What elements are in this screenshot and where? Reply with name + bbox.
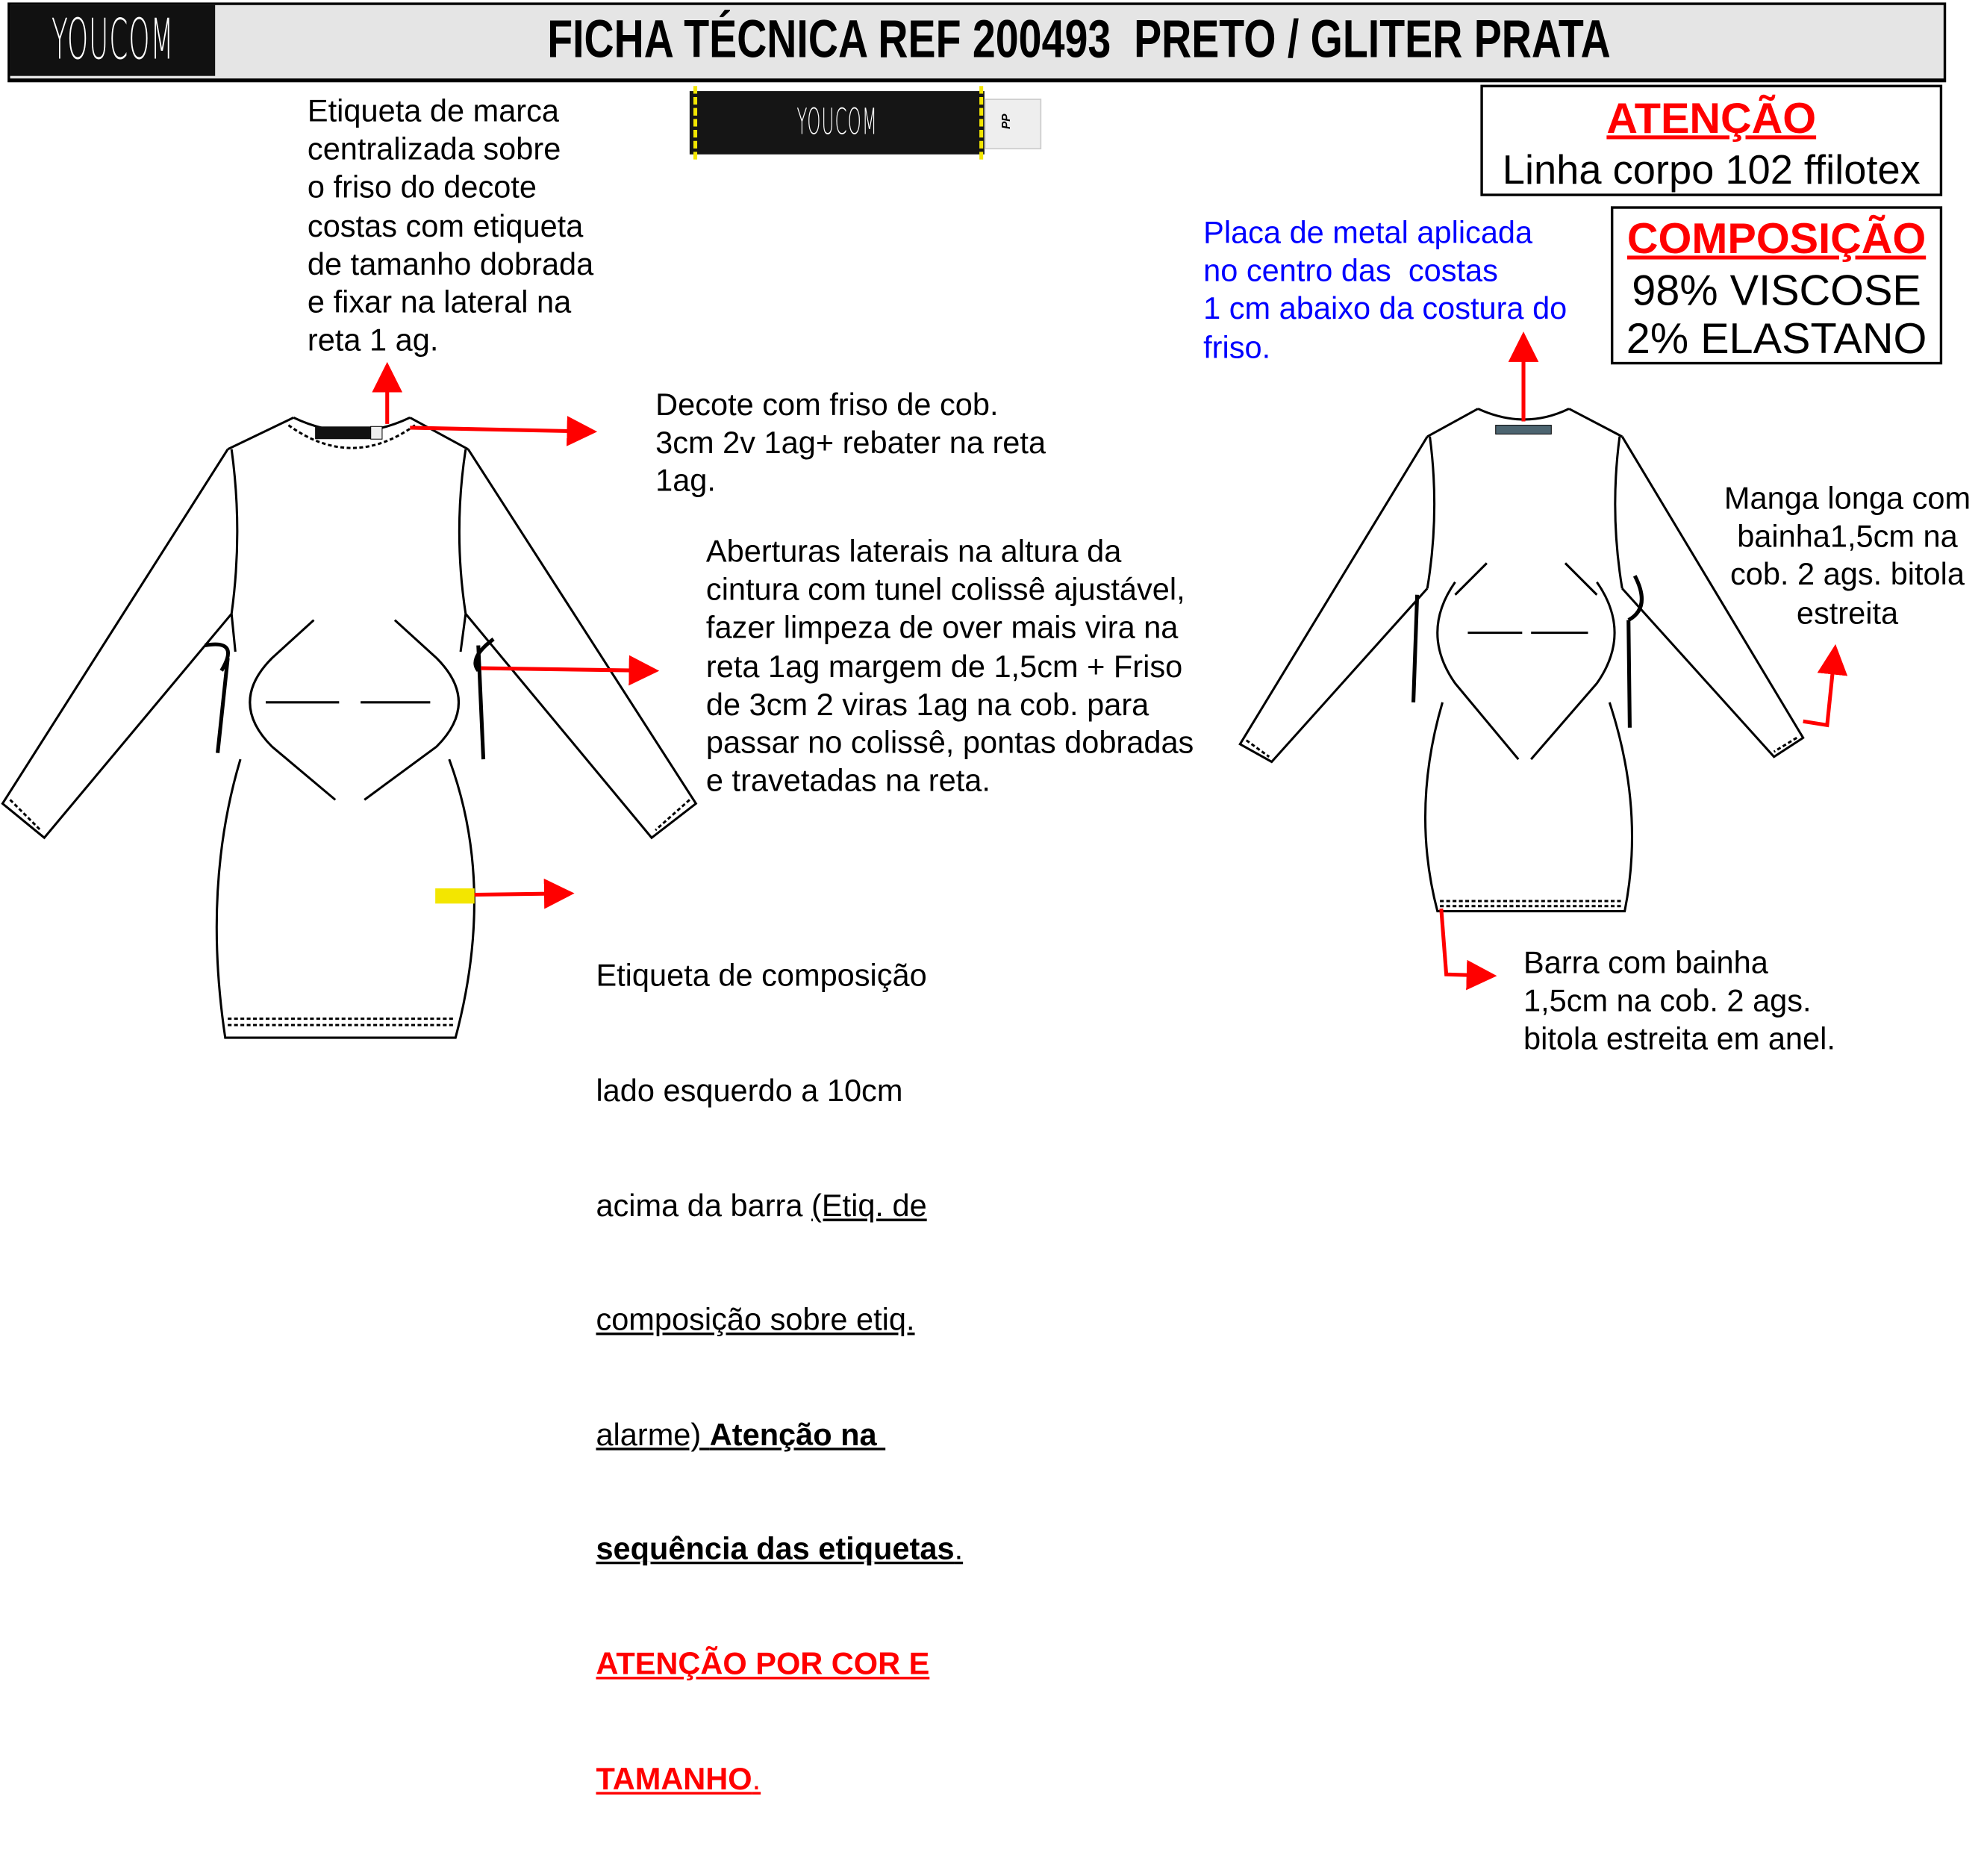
note-neckline: Decote com friso de cob. 3cm 2v 1ag+ rebater na reta 1ag. [655,388,1046,499]
text-line: . [954,1533,964,1568]
arrow-sleeve [1803,652,1835,725]
front-body [216,614,474,1038]
composition-label-marker [435,888,475,903]
text-line: . [752,1762,761,1797]
attention-heading: ATENÇÃO [1606,95,1817,143]
front-left-sleeve [2,449,237,838]
text-line: (Etiq. de [811,1188,927,1224]
arrow-hem [1441,909,1489,976]
arrow-composition-label [475,894,567,895]
back-left-cutout [1438,563,1523,759]
text-line: acima da barra [596,1188,812,1224]
back-body [1425,702,1632,911]
composition-line: 98% VISCOSE [1632,267,1921,316]
note-sleeve: Manga longa com bainha1,5cm na cob. 2 ags. bitola estreita [1723,482,1971,632]
front-view-drawing [2,417,696,1038]
text-line: lado esquerdo a 10cm [596,1074,903,1109]
warning-line: ATENÇÃO POR COR E [596,1648,930,1683]
arrow-neckline [410,428,590,431]
metal-plate [1496,426,1552,434]
attention-text: Linha corpo 102 ffilotex [1502,146,1921,193]
warning-line: TAMANHO [596,1762,752,1797]
note-hem: Barra com bainha 1,5cm na cob. 2 ags. bitola estreita em anel. [1523,947,1835,1058]
text-line: composição sobre etiq. [596,1303,915,1339]
front-drawcord [205,639,494,759]
text-line: Etiqueta de composição [596,959,927,994]
note-side-openings: Aberturas laterais na altura da cintura com tunel colissê ajustável, fazer limpeza de over mais vira na reta 1ag margem de 1,5cm + Friso de 3cm 2 viras 1ag na cob. para passar no colissê, pontas dobradas e travetadas na reta. [705,535,1194,800]
text-line: Atenção na [709,1418,886,1453]
front-left-cutout [250,620,340,800]
text-line: alarme) [596,1418,710,1453]
note-metal-plate: Placa de metal aplicada no centro das costas 1 cm abaixo da costura do friso. [1203,216,1567,366]
back-view-drawing [1240,409,1803,911]
title-text: FICHA TÉCNICA REF 200493 PRETO / GLITER PRATA [547,8,1612,69]
back-left-sleeve [1240,437,1434,762]
front-right-sleeve [459,449,696,838]
text-line: sequência das etiquetas [596,1533,955,1568]
front-right-cutout [361,620,458,800]
composition-heading: COMPOSIÇÃO [1626,215,1927,264]
brand-label-on-neck [315,426,371,439]
size-text: PP [999,113,1013,129]
label-logo: YOUCOM [796,102,878,143]
note-brand-label: Etiqueta de marca centralizada sobre o friso do decote costas com etiqueta de tamanho dobrada e fixar na lateral na reta 1 ag. [307,95,594,359]
logo-text: YOUCOM [51,7,175,74]
back-right-cutout [1531,563,1615,759]
composition-line: 2% ELASTANO [1626,315,1927,364]
arrow-side-opening [481,668,652,670]
